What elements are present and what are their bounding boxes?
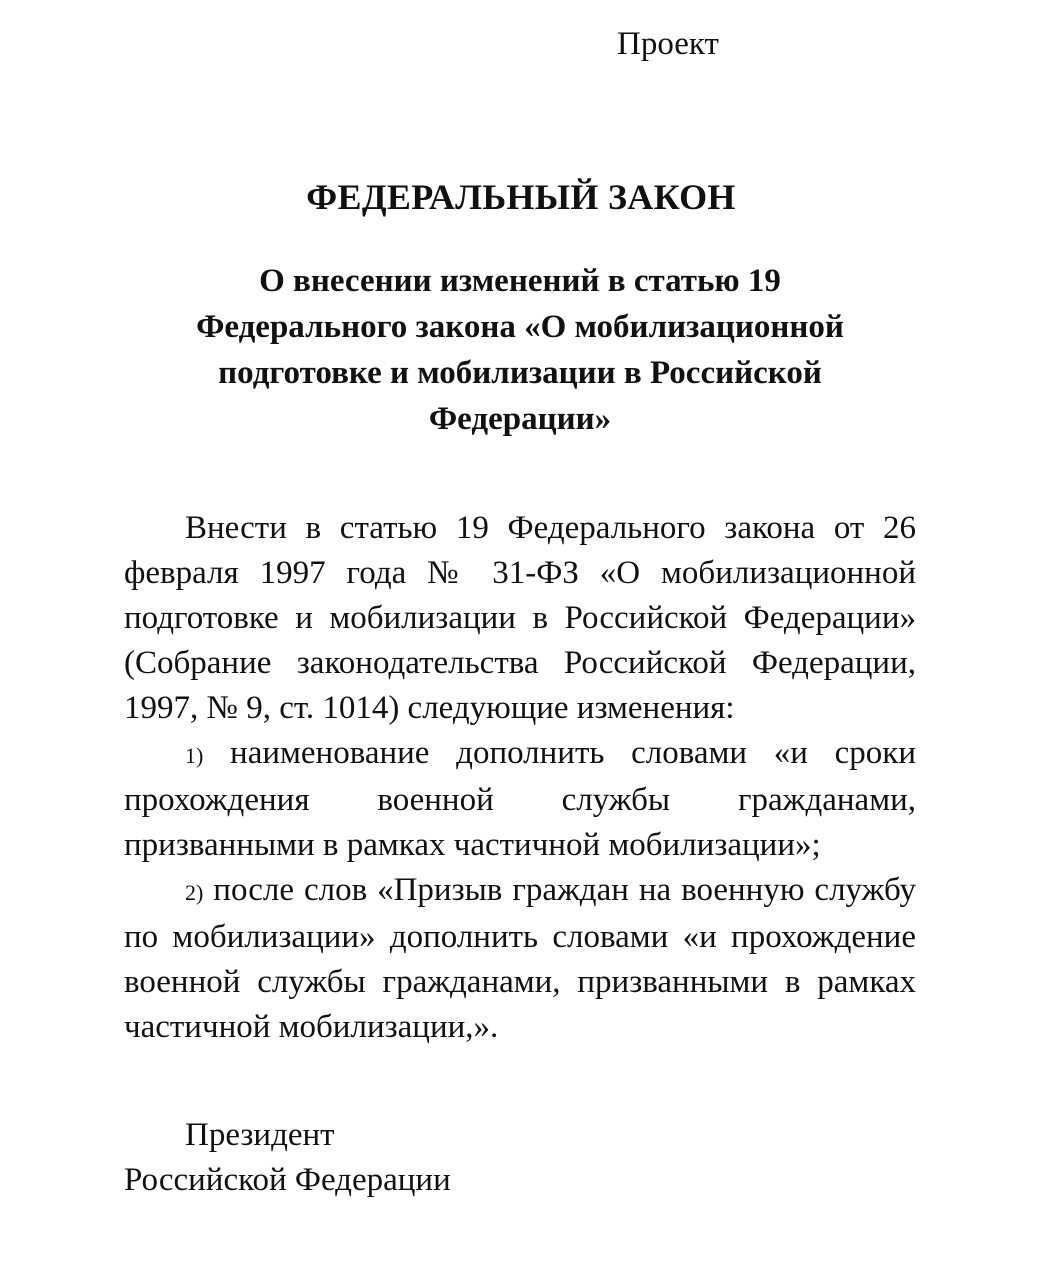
document-title-line: О внесении изменений в статью 19 [259, 263, 781, 299]
amendment-item-1 [124, 731, 916, 868]
draft-status-label: Проект [617, 26, 719, 62]
item-text: наименование дополнить словами «и сроки прохождения военной службы гражданами, призванными в рамках частичной мобилизации»; [124, 735, 916, 863]
amendment-item-2 [124, 868, 916, 1050]
item-number: 2) [185, 880, 204, 905]
document-title-line: Федерального закона «О мобилизационной [196, 309, 844, 345]
item-text: после слов «Призыв граждан на военную службу по мобилизации» дополнить словами «и прохождение военной службы гражданами, призванными в рамках частичной мобилизации,». [124, 872, 916, 1045]
intro-paragraph: Внести в статью 19 Федерального закона от 26 февраля 1997 года № 31-ФЗ «О мобилизационной подготовке и мобилизации в Российской Федерации» (Собрание законодательства Российской Федерации, 1997, № 9, ст. 1014) следующие изменения: [124, 510, 916, 726]
document-title-line: подготовке и мобилизации в Российской [218, 355, 822, 391]
document-body [124, 506, 916, 1050]
signature-country: Российской Федерации [124, 1162, 451, 1198]
document-type-heading: ФЕДЕРАЛЬНЫЙ ЗАКОН [306, 177, 736, 217]
signature-title: Президент [185, 1117, 335, 1153]
signature-block [124, 1113, 451, 1203]
document-title-line: Федерации» [428, 401, 612, 437]
document-title [120, 258, 920, 442]
item-number: 1) [185, 743, 204, 768]
